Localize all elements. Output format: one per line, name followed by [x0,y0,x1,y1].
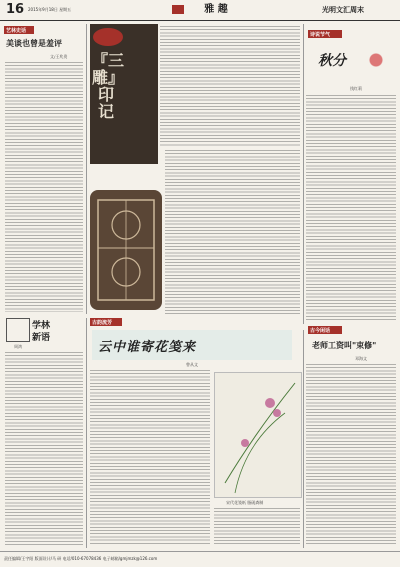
feature-title [92,51,125,121]
column-byline: 周鸿 [14,344,22,349]
feature-body-cont [165,150,300,315]
feature-title-line: 印记 [97,85,114,121]
reader-icon [6,318,30,342]
feature-body [160,26,300,146]
poem-title: 秋分 [318,53,346,69]
flower-paper-image [214,372,302,498]
date-line: 2015年9月18日 星期五 [28,7,72,12]
column-title: 新语 [32,333,51,343]
article-body-cont [214,508,300,546]
page-number: 16 [6,2,25,17]
column-title: 学林 [32,321,51,331]
footer-rule [0,551,400,552]
article-byline: 文/王兆贵 [50,54,68,59]
article-byline: 邓海文 [355,356,367,361]
calligraphy-headline: 云中谁寄花笺来 [98,340,197,355]
orchid-icon [215,373,301,497]
column-divider [86,24,87,314]
poem-body [306,95,396,320]
section-title: 雅 趣 [204,4,228,15]
column-label: 艺林史话 [6,28,27,34]
article-headline: 老师工资叫"束修" [312,340,377,350]
image-caption: 宋代花笺纸 脂砚斋制 [226,500,264,505]
article-body [90,370,210,546]
column-label: 诗说节气 [310,32,331,38]
column-divider [303,24,304,324]
article-headline: 美谈也曾是羞评 [6,38,62,48]
poem-byline: 钱红莉 [350,86,362,91]
feature-seal [93,28,123,46]
article-body [5,62,83,312]
lattice-icon [90,190,162,310]
feature-title-line: 雕』 [92,68,125,87]
carving-photo [90,190,162,310]
article-body [306,364,396,546]
feature-title-line: 『三 [92,51,125,70]
footer-credits: 责任编辑/王宇阳 版面设计/马 研 电话/010-67078436 电子邮箱/gmjmzk@126.com [4,556,158,561]
column-label: 古韵流芳 [92,320,113,326]
section-logo-icon [172,5,184,14]
column-divider [86,318,87,548]
column-label: 古今闲话 [310,328,331,334]
column-divider [303,330,304,548]
column-body [5,352,83,546]
article-byline: 曾从文 [186,362,198,367]
paper-name: 光明文汇周末 [322,5,364,14]
flower-icon [358,40,394,80]
